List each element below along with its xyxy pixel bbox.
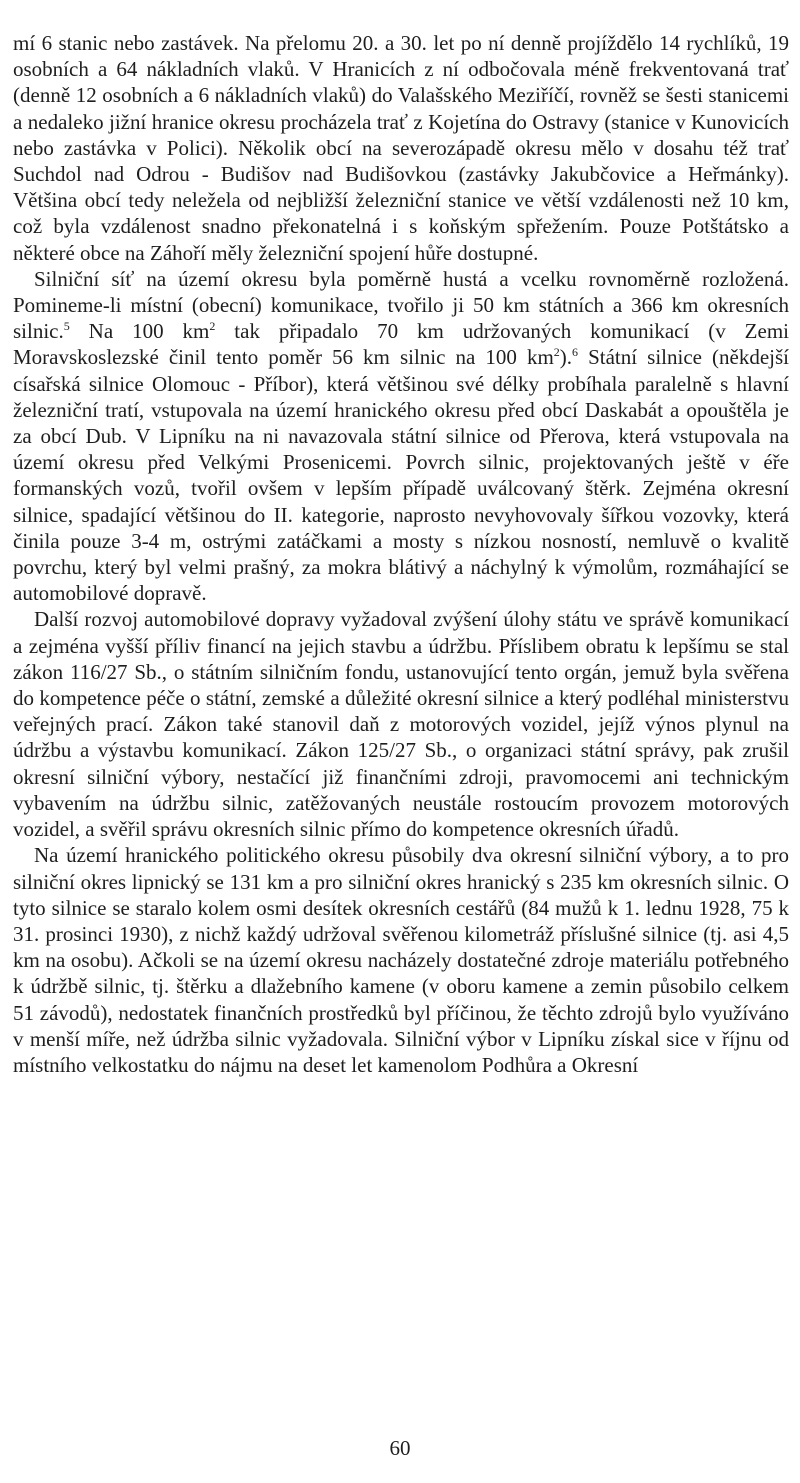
footnote-ref-6: 6 [572,345,579,360]
paragraph-railways [13,30,789,266]
page-number: 60 [389,1436,411,1460]
footnote-ref-5: 5 [63,319,70,334]
superscript-squared: 2 [209,319,216,334]
paragraph-road-network [13,266,789,607]
paragraph-road-committees [13,842,789,1078]
text-segment: Na území hranického politického okresu působily dva okresní silniční výbory, a to pro silniční okres lipnický se 131 km a pro silniční okres hranický s 235 km okresních silnic. O tyto silnice se staralo kolem osmi desítek okresních cestářů (84 mužů k 1. lednu 1928, 75 k 31. prosinci 1930), z nichž každý udržoval svěřenou kilometráž příslušné silnice (tj. asi 4,5 km na osobu). Ačkoli se na území okresu nacházely dostatečné zdroje materiálu potřebného k údržbě silnic, tj. štěrku a dlažebního kamene (v oboru kamene a zemin působilo celkem 51 závodů), nedostatek finančních prostředků byl příčinou, že těchto zdrojů bylo využíváno v menší míře, než údržba silnic vyžadovala. Silniční výbor v Lipníku získal sice v říjnu od místního velkostatku do nájmu na deset let kamenolom Podhůra a Okresní [13,843,789,1077]
text-segment: Na 100 km [69,319,210,344]
text-segment: Státní silnice (někdejší císařská silnice Olomouc - Příbor), která většinou své délky probíhala paralelně s hlavní železniční tratí, vstupovala na území hranického okresu před obcí Daskabát a opouštěla je za obcí Dub. V Lipníku na ni navazovala státní silnice od Přerova, která vstupovala na území okresu před Velkými Prosenicemi. Povrch silnic, projektovaných ještě v éře formanských vozů, tvořil ovšem v lepším případě uválcovaný štěrk. Zejména okresní silnice, spadající většinou do II. kategorie, naprosto nevyhovovaly šířkou vozovky, která činila pouze 3-4 m, ostrými zatáčkami a mosty s nízkou nosností, nemluvě o kvalitě povrchu, který byl velmi prašný, za mokra blátivý a náchylný k výmolům, rozmáhající se automobilové dopravě. [13,345,790,606]
text-segment: Silniční síť na území okresu byla poměrně hustá a vcelku rovnoměrně rozložená. Pomineme-li místní (obecní) komunikace, tvořilo ji 50 km státních a 366 km okresních silnic. [13,266,789,344]
paragraph-road-law [13,606,789,842]
text-segment: tak připadalo 70 km udržovaných komunikací (v Zemi Moravskoslezské činil tento poměr 56 km silnic na 100 km [13,319,789,370]
text-segment: ). [559,345,573,370]
superscript-squared: 2 [553,345,560,360]
text-segment: mí 6 stanic nebo zastávek. Na přelomu 20. a 30. let po ní denně projíždělo 14 rychlíků, 19 osobních a 64 nákladních vlaků. V Hranicích z ní odbočovala méně frekventovaná trať (denně 12 osobních a 6 nákladních vlaků) do Valašského Meziříčí, rovněž se šesti stanicemi a nedaleko jižní hranice okresu procházela trať z Kojetína do Ostravy (stanice v Kunovicích nebo zastávka v Polici). Několik obcí na severozápadě okresu mělo v dosahu též trať Suchdol nad Odrou - Budišov nad Budišovkou (zastávky Jakubčovice a Heřmánky). Většina obcí tedy neležela od nejbližší železniční stanice ve větší vzdálenosti než 10 km, což byla vzdálenost snadno překonatelná i s koňským spřežením. Pouze Potštátsko a některé obce na Záhoří měly železniční spojení hůře dostupné. [13,31,789,265]
page-body [13,30,789,1470]
text-segment: Další rozvoj automobilové dopravy vyžadoval zvýšení úlohy státu ve správě komunikací a zejména vyšší příliv financí na jejich stavbu a údržbu. Příslibem obratu k lepšímu se stal zákon 116/27 Sb., o státním silničním fondu, ustanovující tento orgán, jemuž byla svěřena do kompetence péče o státní, zemské a důležité okresní silnice a který podléhal ministerstvu veřejných prací. Zákon také stanovil daň z motorových vozidel, jejíž výnos plynul na údržbu a výstavbu komunikací. Zákon 125/27 Sb., o organizaci státní správy, pak zrušil okresní silniční výbory, nestačící již finančními zdroji, pravomocemi ani technickým vybavením na údržbu silnic, zatěžovaných neustále rostoucím provozem motorových vozidel, a svěřil správu okresních silnic přímo do kompetence okresních úřadů. [13,607,789,842]
